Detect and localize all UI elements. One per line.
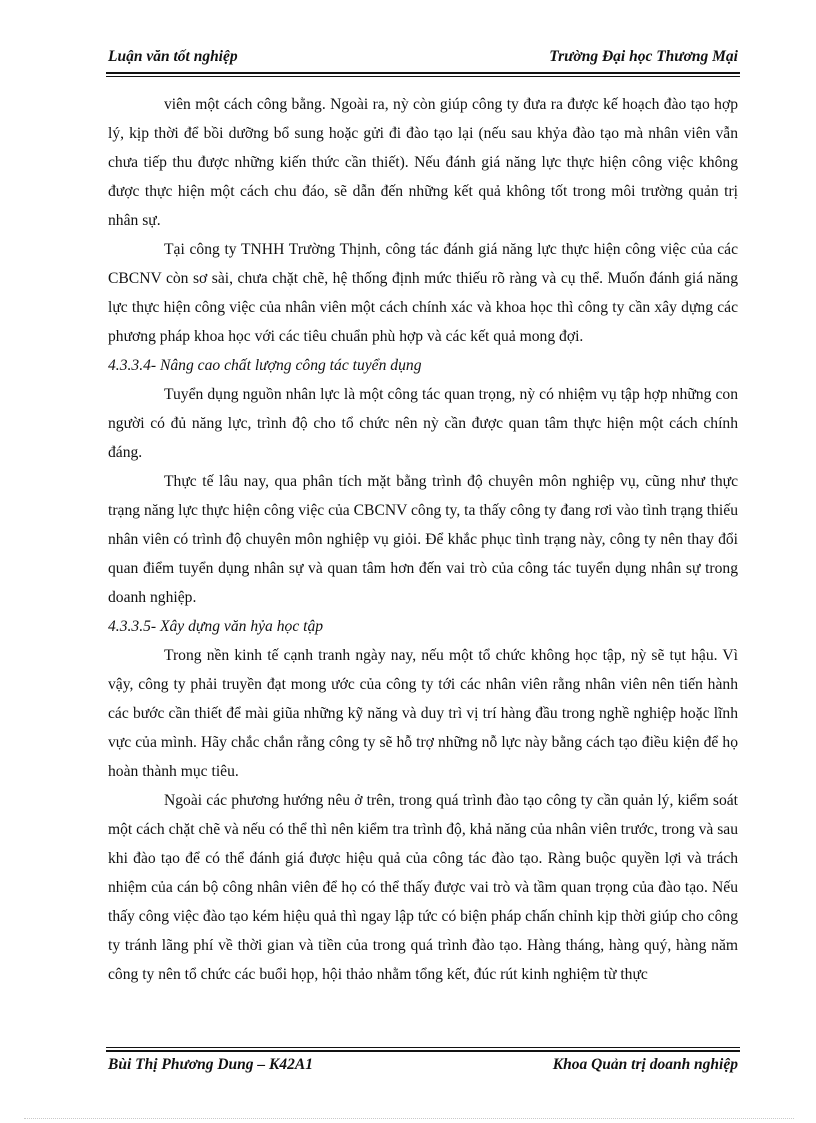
page-edge-dotted-line bbox=[24, 1118, 794, 1119]
header-rule-thin bbox=[106, 76, 740, 77]
footer-rule-thin bbox=[106, 1047, 740, 1048]
paragraph: Ngoài các phương hướng nêu ở trên, trong quá trình đào tạo công ty cần quản lý, kiểm soát một cách chặt chẽ và nếu có thể thì nên kiểm tra trình độ, khả năng của nhân viên trước, trong và sau khi đào tạo để có thể đánh giá được hiệu quả của công tác đào tạo. Ràng buộc quyền lợi và trách nhiệm của cán bộ công nhân viên để họ có thể thấy được vai trò và tầm quan trọng của đào tạo. Nếu thấy công việc đào tạo kém hiệu quả thì ngay lập tức có biện pháp chấn chỉnh kịp thời giúp cho công ty tránh lãng phí về thời gian và tiền của trong quá trình đào tạo. Hàng tháng, hàng quý, hàng năm công ty nên tổ chức các buổi họp, hội thảo nhằm tổng kết, đúc rút kinh nghiệm từ thực bbox=[108, 792, 738, 983]
footer-author: Bùi Thị Phương Dung – K42A1 bbox=[108, 1056, 313, 1073]
footer-rule-thick bbox=[106, 1050, 740, 1052]
page-body bbox=[108, 90, 738, 989]
paragraph: Thực tế lâu nay, qua phân tích mặt bằng trình độ chuyên môn nghiệp vụ, cũng như thực trạng năng lực thực hiện công việc của CBCNV công ty, ta thấy công ty đang rơi vào tình trạng thiếu nhân viên có trình độ chuyên môn nghiệp vụ giỏi. Để khắc phục tình trạng này, công ty nên thay đổi quan điểm tuyển dụng nhân sự và quan tâm hơn đến vai trò của công tác tuyển dụng nhân sự trong doanh nghiệp. bbox=[108, 473, 738, 606]
section-heading: 4.3.3.5- Xây dựng văn hỷa học tập bbox=[108, 618, 324, 635]
paragraph: viên một cách công bằng. Ngoài ra, nỳ còn giúp công ty đưa ra được kế hoạch đào tạo hợp lý, kịp thời để bồi dưỡng bổ sung hoặc gửi đi đào tạo lại (nếu sau khỷa đào tạo mà nhân viên vẫn chưa tiếp thu được những kiến thức cần thiết). Nếu đánh giá năng lực thực hiện công việc không được thực hiện một cách chu đáo, sẽ dẫn đến những kết quả không tốt trong môi trường quản trị nhân sự. bbox=[108, 96, 738, 229]
section-heading: 4.3.3.4- Nâng cao chất lượng công tác tuyển dụng bbox=[108, 357, 422, 374]
page-header bbox=[108, 48, 738, 66]
page-footer bbox=[108, 1056, 738, 1074]
footer-faculty: Khoa Quản trị doanh nghiệp bbox=[552, 1056, 738, 1073]
header-thesis-title: Luận văn tốt nghiệp bbox=[108, 48, 238, 65]
paragraph: Tuyển dụng nguồn nhân lực là một công tác quan trọng, nỳ có nhiệm vụ tập hợp những con người có đủ năng lực, trình độ cho tổ chức nên nỳ cần được quan tâm thực hiện một cách chính đáng. bbox=[108, 386, 738, 461]
header-rule-thick bbox=[106, 72, 740, 74]
header-university: Trường Đại học Thương Mại bbox=[549, 48, 738, 65]
paragraph: Trong nền kinh tế cạnh tranh ngày nay, nếu một tổ chức không học tập, nỳ sẽ tụt hậu. Vì vậy, công ty phải truyền đạt mong ước của công ty tới các nhân viên rằng nhân viên nên tiến hành các bước cần thiết để mài giũa những kỹ năng và duy trì vị trí hàng đầu trong nghề nghiệp hoặc lĩnh vực của mình. Hãy chắc chắn rằng công ty sẽ hỗ trợ những nỗ lực này bằng cách tạo điều kiện để họ hoàn thành mục tiêu. bbox=[108, 647, 738, 780]
paragraph: Tại công ty TNHH Trường Thịnh, công tác đánh giá năng lực thực hiện công việc của các CBCNV còn sơ sài, chưa chặt chẽ, hệ thống định mức thiếu rõ ràng và cụ thể. Muốn đánh giá năng lực thực hiện công việc của nhân viên một cách chính xác và khoa học thì công ty cần xây dựng các phương pháp khoa học với các tiêu chuẩn phù hợp và các kết quả mong đợi. bbox=[108, 241, 738, 345]
